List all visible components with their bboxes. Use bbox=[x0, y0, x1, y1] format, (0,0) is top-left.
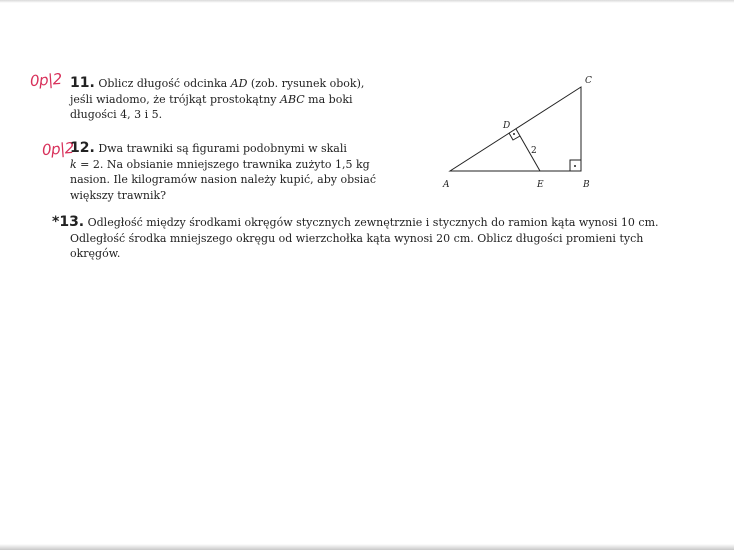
problem-13-line-1 bbox=[52, 215, 672, 231]
vertex-c-label: C bbox=[585, 76, 592, 86]
triangle-abc-label: ABC bbox=[280, 92, 305, 106]
problem-13-number: *13. bbox=[52, 214, 85, 230]
vertex-b-label: B bbox=[583, 180, 590, 190]
triangle-figure bbox=[430, 70, 610, 195]
triangle-abc bbox=[450, 87, 581, 171]
problem-11-line-1 bbox=[70, 76, 382, 92]
problem-11-text: jeśli wiadomo, że trójkąt prostokątny bbox=[70, 92, 281, 106]
vertex-a-label: A bbox=[443, 180, 450, 190]
problem-13 bbox=[52, 215, 672, 262]
problem-11-line-2 bbox=[70, 92, 382, 108]
problem-11-text: (zob. rysunek obok), bbox=[247, 77, 365, 90]
problem-13-line-3: okręgów. bbox=[70, 247, 121, 260]
problem-12-text: = 2. Na obsianie mniejszego trawnika zużyto 1,5 kg bbox=[76, 157, 370, 171]
angle-dot-b bbox=[574, 165, 576, 167]
scan-edge-top bbox=[0, 0, 734, 3]
handwritten-note-problem-12: 0p|2 bbox=[41, 138, 75, 160]
problem-11-line-3: długości 4, 3 i 5. bbox=[70, 108, 163, 121]
problem-12-line-2 bbox=[70, 157, 382, 173]
scale-k-label: k bbox=[70, 157, 77, 171]
problem-11-text: ma boki bbox=[304, 92, 353, 106]
problem-12-text: Dwa trawniki są figurami podobnymi w skali bbox=[98, 142, 347, 155]
handwritten-note-problem-11: 0p|2 bbox=[29, 69, 63, 91]
problem-12-line-4: większy trawnik? bbox=[70, 188, 167, 202]
problem-11-number: 11. bbox=[70, 75, 95, 91]
scan-edge-bottom bbox=[0, 544, 734, 550]
point-d-label: D bbox=[503, 121, 511, 131]
problem-12-number: 12. bbox=[70, 140, 95, 156]
problem-12-line-3: nasion. Ile kilogramów nasion należy kupić, aby obsiać bbox=[70, 173, 377, 186]
problem-12-line-1 bbox=[70, 141, 382, 157]
segment-ad-label: AD bbox=[230, 77, 248, 90]
problem-12 bbox=[70, 141, 382, 203]
problem-11 bbox=[70, 76, 382, 123]
problem-11-text: Oblicz długość odcinka bbox=[98, 77, 231, 90]
point-e-label: E bbox=[537, 180, 544, 190]
angle-dot-d bbox=[513, 133, 515, 135]
problem-13-text: Odległość między środkami okręgów stycznych zewnętrznie i stycznych do ramion kąta wynosi 10 cm. bbox=[87, 216, 659, 229]
problem-13-line-2: Odległość środka mniejszego okręgu od wierzchołka kąta wynosi 20 cm. Oblicz długości promieni tych bbox=[70, 231, 644, 245]
segment-de-length-label: 2 bbox=[531, 146, 537, 156]
